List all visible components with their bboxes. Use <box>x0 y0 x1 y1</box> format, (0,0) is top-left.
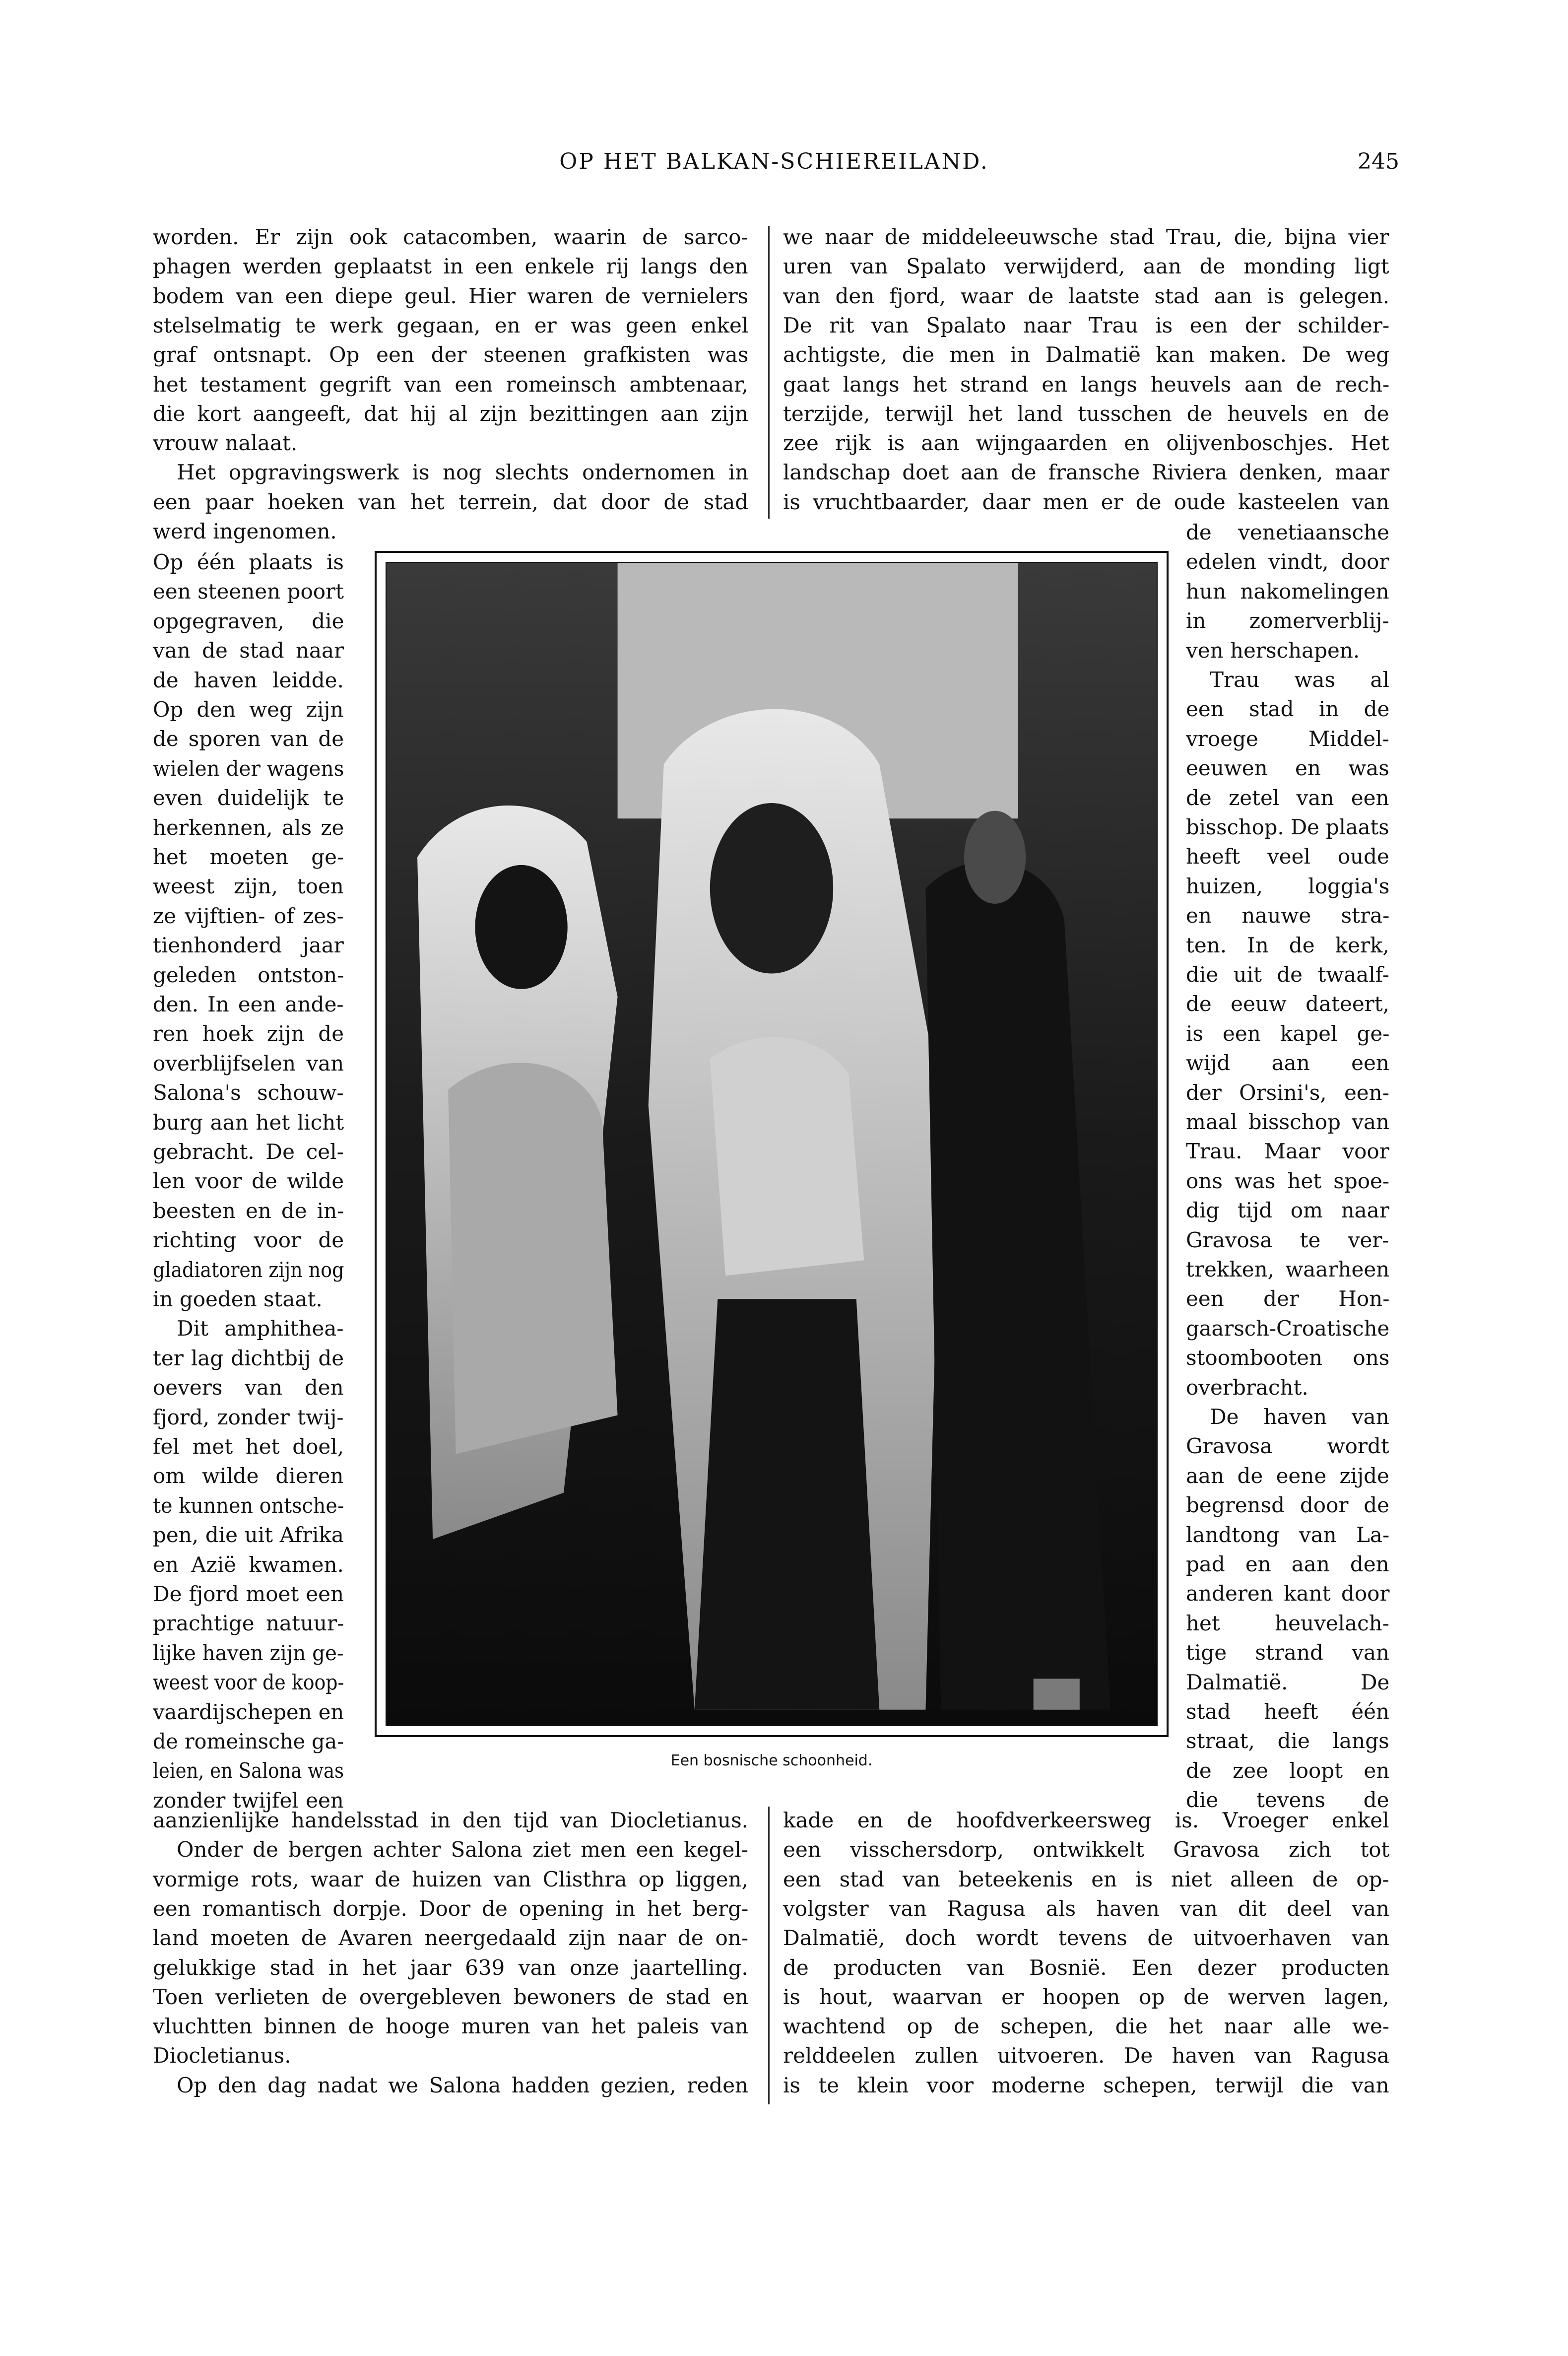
right-column-top-line: we naar de middeleeuwsche stad Trau, die, bijna vier <box>783 225 1389 249</box>
left-column-narrow-line: weest zijn, toen <box>153 874 344 899</box>
photo-figure <box>375 551 1169 1737</box>
right-column-narrow-line: ven herschapen. <box>1186 638 1360 663</box>
left-column-narrow-line: overblijfselen van <box>153 1051 344 1076</box>
running-header <box>149 149 1399 189</box>
left-column-bottom-line: Op den dag nadat we Salona hadden gezien, reden <box>177 2073 749 2097</box>
left-column-top-line: het testament gegrift van een romeinsch ambtenaar, <box>153 372 748 397</box>
right-column-bottom-line: relddeelen zullen uitvoeren. De haven van Ragusa <box>783 2043 1390 2068</box>
left-column-narrow-line: beesten en de in- <box>153 1198 344 1223</box>
right-column-narrow-line: eeuwen en was <box>1186 756 1389 781</box>
left-column-narrow-line: lijke haven zijn ge- <box>153 1640 344 1665</box>
left-column-top-line: werd ingenomen. <box>153 519 337 543</box>
right-column-narrow-line: Trau. Maar voor <box>1186 1139 1389 1164</box>
left-column-top-line: phagen werden geplaatst in een enkele rij langs den <box>153 254 748 279</box>
right-column-narrow-line: straat, die langs <box>1186 1729 1389 1753</box>
left-column-top-line: vrouw nalaat. <box>153 431 298 456</box>
left-column-narrow-line: Op één plaats is <box>153 550 344 574</box>
left-column-narrow-line: in goeden staat. <box>153 1287 323 1311</box>
right-column-top-line: achtigste, die men in Dalmatië kan maken. De weg <box>783 342 1390 367</box>
right-column-narrow-line: de eeuw dateert, <box>1186 992 1389 1016</box>
right-column-narrow-line: Gravosa wordt <box>1186 1434 1389 1459</box>
page-title: OP HET BALKAN-SCHIEREILAND. <box>559 149 989 174</box>
left-column-narrow-line: Op den weg zijn <box>153 697 344 722</box>
right-column-narrow-line: stad heeft één <box>1186 1699 1390 1724</box>
right-column-narrow-line: de zee loopt en <box>1186 1758 1390 1783</box>
right-column-narrow-line: begrensd door de <box>1186 1493 1390 1518</box>
left-column-narrow-line: fjord, zonder twij- <box>153 1405 344 1429</box>
right-column-narrow-line: Gravosa te ver- <box>1186 1227 1389 1252</box>
left-column-narrow-line: de romeinsche ga- <box>153 1729 344 1753</box>
left-column-narrow-line: oevers van den <box>153 1375 344 1400</box>
right-column-bottom-line: een visschersdorp, ontwikkelt Gravosa zich tot <box>783 1837 1390 1862</box>
left-column-top-line: graf ontsnapt. Op een der steenen grafkisten was <box>153 342 749 367</box>
right-column-narrow-line: dig tijd om naar <box>1186 1198 1389 1223</box>
right-column-narrow-line: huizen, loggia's <box>1186 874 1390 898</box>
right-column-narrow-line: die uit de twaalf- <box>1186 962 1389 987</box>
left-column-narrow-line: burg aan het licht <box>153 1110 344 1135</box>
left-column-top-line: worden. Er zijn ook catacomben, waarin de sarco- <box>153 225 748 249</box>
right-column-narrow-line: overbracht. <box>1186 1375 1308 1400</box>
right-column-narrow-line: vroege Middel- <box>1186 726 1389 751</box>
right-column-top-line: zee rijk is aan wijngaarden en olijvenboschjes. Het <box>783 431 1389 456</box>
right-column-narrow-line: die tevens de <box>1186 1788 1389 1813</box>
column-rule-bottom <box>768 1807 770 2104</box>
left-column-bottom-line: een romantisch dorpje. Door de opening in het berg- <box>153 1896 749 1921</box>
left-column-narrow-line: om wilde dieren <box>153 1464 344 1488</box>
right-column-narrow-line: aan de eene zijde <box>1186 1463 1389 1488</box>
photograph-bosnian-women <box>386 562 1158 1726</box>
right-column-bottom-line: een stad van beteekenis en is niet alleen de op- <box>783 1867 1389 1891</box>
right-column-narrow-line: maal bisschop van <box>1186 1110 1390 1134</box>
right-column-narrow-line: gaarsch-Croatische <box>1186 1316 1390 1341</box>
right-column-bottom-line: de producten van Bosnië. Een dezer producten <box>783 1955 1390 1980</box>
right-column-narrow-line: ons was het spoe- <box>1186 1168 1390 1193</box>
left-column-top-line: stelselmatig te werk gegaan, en er was geen enkel <box>153 313 749 337</box>
right-column-narrow-line: der Orsini's, een- <box>1186 1080 1389 1105</box>
right-column-bottom-line: is te klein voor moderne schepen, terwijl die van <box>783 2073 1389 2097</box>
right-column-bottom-line: volgster van Ragusa als haven van dit deel van <box>783 1896 1390 1921</box>
left-column-narrow-line: vaardijschepen en <box>153 1699 344 1724</box>
right-column-narrow-line: bisschop. De plaats <box>1186 815 1389 839</box>
right-column-top-line: De rit van Spalato naar Trau is een der schilder- <box>783 313 1390 337</box>
left-column-bottom-line: gelukkige stad in het jaar 639 van onze jaartelling. <box>153 1955 748 1980</box>
right-column-narrow-line: tige strand van <box>1186 1640 1390 1665</box>
right-column-narrow-line: een der Hon- <box>1186 1286 1390 1311</box>
left-column-narrow-line: de sporen van de <box>153 727 344 751</box>
right-column-top-line: van den fjord, waar de laatste stad aan is gelegen. <box>783 283 1390 308</box>
left-column-narrow-line: fel met het doel, <box>153 1434 344 1459</box>
left-column-top-line: bodem van een diepe geul. Hier waren de vernielers <box>153 283 749 308</box>
photo-image <box>387 563 1157 1725</box>
left-column-narrow-line: Salona's schouw- <box>153 1080 344 1105</box>
right-column-narrow-line: ten. In de kerk, <box>1186 933 1389 957</box>
left-column-bottom-line: Diocletianus. <box>153 2043 291 2068</box>
right-column-top-line: uren van Spalato verwijderd, aan de monding ligt <box>783 254 1389 279</box>
left-column-bottom-line: Toen verlieten de overgebleven bewoners de stad en <box>153 1984 749 2009</box>
right-column-narrow-line: het heuvelach- <box>1186 1611 1389 1635</box>
right-column-bottom-line: is hout, waarvan er hoopen op de werven lagen, <box>783 1984 1389 2009</box>
right-column-narrow-line: landtong van La- <box>1186 1522 1390 1547</box>
left-column-narrow-line: gladiatoren zijn nog <box>153 1257 344 1282</box>
left-column-bottom-line: Onder de bergen achter Salona ziet men een kegel- <box>177 1837 748 1862</box>
right-column-narrow-line: De haven van <box>1210 1405 1389 1429</box>
left-column-narrow-line: te kunnen ontsche- <box>153 1493 344 1518</box>
right-column-narrow-line: de venetiaansche <box>1186 520 1390 544</box>
left-column-narrow-line: de haven leidde. <box>153 668 344 692</box>
column-rule-top <box>768 226 770 519</box>
left-column-narrow-line: herkennen, als ze <box>153 815 344 840</box>
right-column-narrow-line: wijd aan een <box>1186 1051 1389 1076</box>
left-column-narrow-line: len voor de wilde <box>153 1169 344 1194</box>
left-column-narrow-line: ren hoek zijn de <box>153 1021 344 1046</box>
right-column-narrow-line: pad en aan den <box>1186 1552 1389 1576</box>
right-column-narrow-line: in zomerverblij- <box>1186 608 1389 633</box>
right-column-top-line: landschap doet aan de fransche Riviera denken, maar <box>783 460 1390 485</box>
right-column-top-line: gaat langs het strand en langs heuvels aan de rech- <box>783 372 1390 397</box>
right-column-narrow-line: en nauwe stra- <box>1186 903 1390 928</box>
left-column-narrow-line: richting voor de <box>153 1228 344 1253</box>
left-column-bottom-line: vluchtten binnen de hooge muren van het paleis van <box>153 2014 749 2039</box>
right-column-bottom-line: kade en de hoofdverkeersweg is. Vroeger enkel <box>783 1808 1389 1832</box>
left-column-narrow-line: een steenen poort <box>153 579 344 604</box>
right-column-bottom-line: Dalmatië, doch wordt tevens de uitvoerhaven van <box>783 1926 1389 1951</box>
right-column-narrow-line: heeft veel oude <box>1186 844 1389 869</box>
left-column-top-line: Het opgravingswerk is nog slechts ondernomen in <box>177 460 749 485</box>
right-column-narrow-line: anderen kant door <box>1186 1581 1390 1606</box>
left-column-narrow-line: tienhonderd jaar <box>153 933 344 958</box>
right-column-bottom-line: wachtend op de schepen, die het naar alle we- <box>783 2014 1389 2039</box>
right-column-narrow-line: stoombooten ons <box>1186 1346 1390 1370</box>
left-column-narrow-line: prachtige natuur- <box>153 1611 344 1636</box>
left-column-narrow-line: ter lag dichtbij de <box>153 1346 344 1370</box>
page-number: 245 <box>1358 149 1399 174</box>
left-column-narrow-line: geleden ontston- <box>153 962 344 987</box>
left-column-bottom-line: land moeten de Avaren neergedaald zijn naar de on- <box>153 1926 749 1951</box>
right-column-narrow-line: Dalmatië. De <box>1186 1670 1390 1694</box>
left-column-narrow-line: en Azië kwamen. <box>153 1552 344 1577</box>
right-column-narrow-line: een stad in de <box>1186 697 1390 722</box>
left-column-narrow-line: weest voor de koop- <box>153 1670 344 1695</box>
left-column-top-line: een paar hoeken van het terrein, dat door de stad <box>153 489 749 514</box>
left-column-narrow-line: ze vijftien- of zes- <box>153 903 344 928</box>
left-column-narrow-line: Dit amphithea- <box>177 1316 344 1341</box>
left-column-bottom-line: aanzienlijke handelsstad in den tijd van Diocletianus. <box>153 1808 748 1832</box>
left-column-narrow-line: van de stad naar <box>153 638 344 663</box>
left-column-narrow-line: den. In een ande- <box>153 992 344 1016</box>
right-column-narrow-line: de zetel van een <box>1186 785 1389 810</box>
left-column-narrow-line: zonder twijfel een <box>153 1788 344 1813</box>
left-column-narrow-line: gebracht. De cel- <box>153 1140 344 1164</box>
right-column-narrow-line: hun nakomelingen <box>1186 579 1389 604</box>
left-column-bottom-line: vormige rots, waar de huizen van Clisthra op liggen, <box>153 1867 748 1891</box>
left-column-top-line: die kort aangeeft, dat hij al zijn bezittingen aan zijn <box>153 401 749 426</box>
left-column-narrow-line: pen, die uit Afrika <box>153 1523 344 1548</box>
left-column-narrow-line: De fjord moet een <box>153 1582 344 1606</box>
left-column-narrow-line: wielen der wagens <box>153 756 344 781</box>
right-column-narrow-line: Trau was al <box>1210 668 1389 692</box>
left-column-narrow-line: leien, en Salona was <box>153 1758 344 1783</box>
right-column-narrow-line: edelen vindt, door <box>1186 549 1389 574</box>
left-column-narrow-line: het moeten ge- <box>153 845 344 869</box>
left-column-narrow-line: even duidelijk te <box>153 786 344 810</box>
left-column-narrow-line: opgegraven, die <box>153 608 344 633</box>
right-column-narrow-line: is een kapel ge- <box>1186 1021 1390 1046</box>
figure-caption: Een bosnische schoonheid. <box>670 1752 873 1769</box>
right-column-top-line: terzijde, terwijl het land tusschen de heuvels en de <box>783 401 1389 426</box>
right-column-top-line: is vruchtbaarder, daar men er de oude kasteelen van <box>783 489 1390 514</box>
right-column-narrow-line: trekken, waarheen <box>1186 1257 1390 1281</box>
